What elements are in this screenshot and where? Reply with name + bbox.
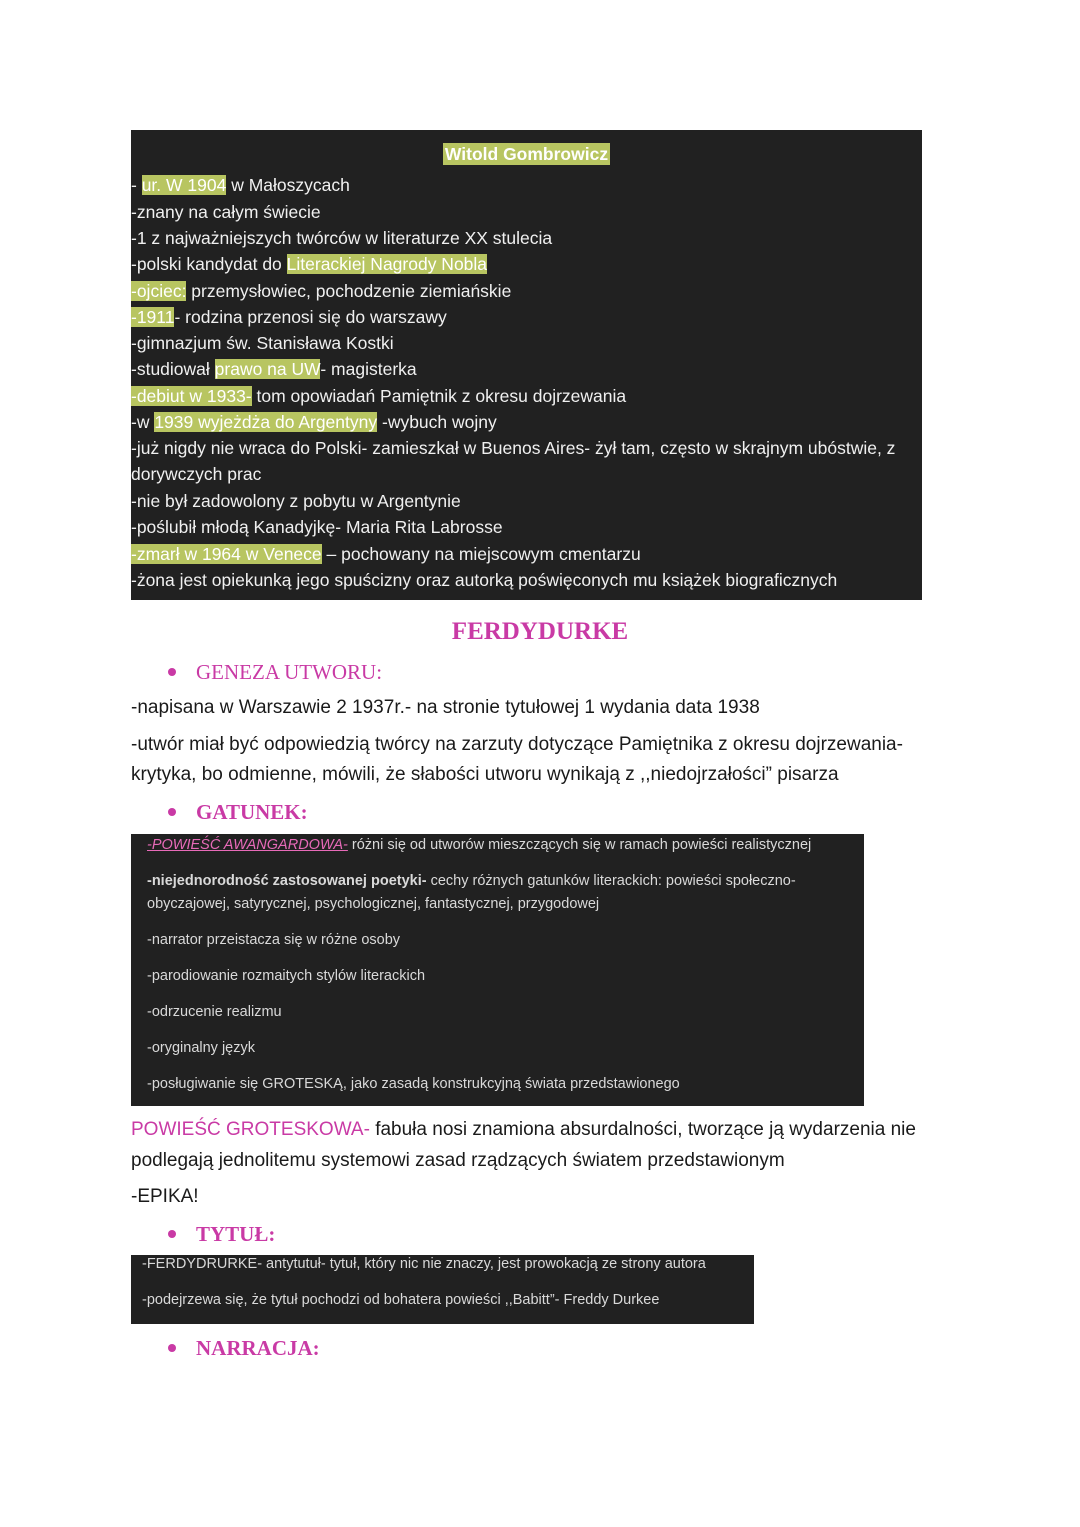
bullet-icon: [168, 808, 176, 816]
section-narracja-heading: NARRACJA:: [168, 1336, 320, 1361]
bullet-icon: [168, 668, 176, 676]
biography-line: -studiował prawo na UW- magisterka: [131, 359, 417, 379]
biography-line: -już nigdy nie wraca do Polski- zamieszkał w Buenos Aires- żył tam, często w skrajnym ubóstwie, z: [131, 438, 896, 458]
page-title: FERDYDURKE: [451, 618, 629, 645]
biography-line: -w 1939 wyjeżdża do Argentyny -wybuch wojny: [131, 412, 497, 432]
biography-line: -1 z najważniejszych twórców w literaturze XX stulecia: [131, 228, 553, 248]
genre-panel: [131, 834, 864, 1106]
genre-line-2-cont: obyczajowej, satyrycznej, psychologicznej, fantastycznej, przygodowej: [147, 896, 600, 912]
bullet-icon: [168, 1344, 176, 1352]
biography-line: -zmarł w 1964 w Venece – pochowany na miejscowym cmentarzu: [131, 544, 641, 564]
geneza-paragraph-2a: -utwór miał być odpowiedzią twórcy na zarzuty dotyczące Pamiętnika z okresu dojrzewania-: [131, 734, 903, 755]
biography-line: -ojciec: przemysłowiec, pochodzenie ziemiańskie: [131, 281, 512, 301]
epika-note: -EPIKA!: [131, 1186, 199, 1207]
biography-title: Witold Gombrowicz: [444, 144, 609, 164]
biography-line: -poślubił młodą Kanadyjkę- Maria Rita Labrosse: [131, 517, 503, 537]
genre-line-3: -narrator przeistacza się w różne osoby: [147, 932, 401, 948]
genre-line-6: -oryginalny język: [147, 1040, 255, 1056]
title-line-2: -podejrzewa się, że tytuł pochodzi od bohatera powieści ,,Babitt”- Freddy Durkee: [142, 1292, 660, 1308]
biography-line: dorywczych prac: [131, 464, 262, 484]
section-tytul-heading: TYTUŁ:: [168, 1222, 275, 1247]
section-geneza-heading: GENEZA UTWORU:: [168, 660, 382, 685]
section-gatunek-heading: GATUNEK:: [168, 800, 308, 825]
title-panel: [131, 1255, 754, 1324]
bullet-icon: [168, 1230, 176, 1238]
geneza-paragraph-2b: krytyka, bo odmienne, mówili, że słabości utworu wynikają z ,,niedojrzałości” pisarza: [131, 764, 839, 785]
groteska-paragraph-cont: podlegają jednolitemu systemowi zasad rządzących światem przedstawionym: [131, 1150, 785, 1171]
biography-line: -gimnazjum św. Stanisława Kostki: [131, 333, 394, 353]
biography-line: -polski kandydat do Literackiej Nagrody Nobla: [131, 254, 488, 274]
biography-line: - ur. W 1904 w Małoszycach: [131, 175, 350, 195]
biography-line: -znany na całym świecie: [131, 202, 321, 222]
title-line-1: -FERDYDRURKE- antytutuł- tytuł, który nic nie znaczy, jest prowokacją ze strony autora: [142, 1256, 706, 1272]
biography-line: -debiut w 1933- tom opowiadań Pamiętnik z okresu dojrzewania: [131, 386, 627, 406]
biography-line: -nie był zadowolony z pobytu w Argentynie: [131, 491, 461, 511]
biography-panel: [131, 130, 922, 600]
genre-line-2: -niejednorodność zastosowanej poetyki- cechy różnych gatunków literackich: powieści społeczno-: [147, 873, 796, 889]
groteska-paragraph: POWIEŚĆ GROTESKOWA- fabuła nosi znamiona absurdalności, tworzące ją wydarzenia nie: [131, 1119, 916, 1140]
genre-line-5: -odrzucenie realizmu: [147, 1004, 282, 1020]
biography-line: -1911- rodzina przenosi się do warszawy: [131, 307, 447, 327]
genre-line-1: -POWIEŚĆ AWANGARDOWA- różni się od utworów mieszczących się w ramach powieści realistycznej: [147, 837, 812, 853]
biography-line: -żona jest opiekunką jego spuścizny oraz autorką poświęconych mu książek biograficznych: [131, 570, 838, 590]
geneza-paragraph-1: -napisana w Warszawie 2 1937r.- na stronie tytułowej 1 wydania data 1938: [131, 697, 760, 718]
genre-line-4: -parodiowanie rozmaitych stylów literackich: [147, 968, 426, 984]
genre-line-7: -posługiwanie się GROTESKĄ, jako zasadą konstrukcyjną świata przedstawionego: [147, 1076, 680, 1092]
